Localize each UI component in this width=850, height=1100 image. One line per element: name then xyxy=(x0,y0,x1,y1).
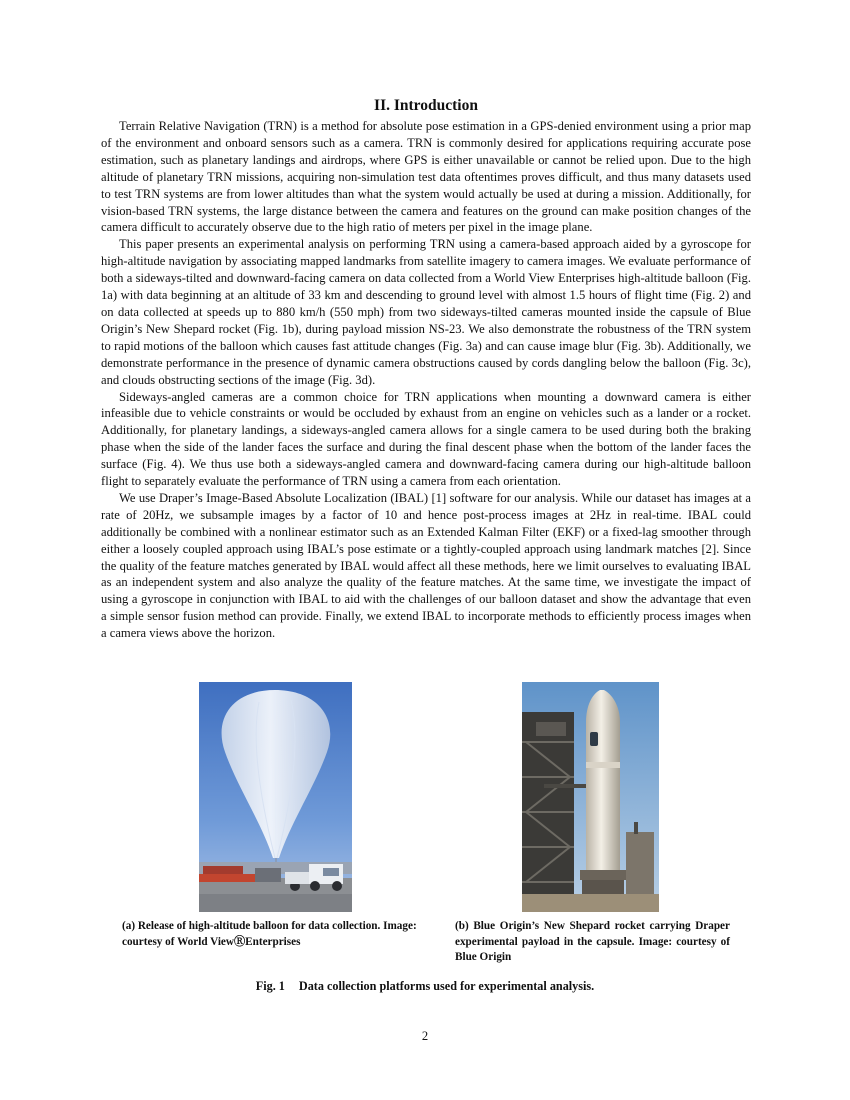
balloon-photo xyxy=(199,682,352,912)
page-number: 2 xyxy=(421,1029,429,1043)
figure-label: Fig. 1 xyxy=(255,979,285,993)
section-title: II. Introduction xyxy=(374,97,478,114)
paragraph-2: This paper presents an experimental analysis on performing TRN using a camera-based approach aided by a gyroscope for high-altitude navigation by associating mapped landmarks from satellite imagery to camera images. We evaluate performance of both a sideways-tilted and downward-facing camera on data collected from a World View Enterprises high-altitude balloon (Fig. 1a) with data beginning at an altitude of 33 km and descending to ground level with almost 1.5 hours of flight time (Fig. 2) and on data collected at speeds up to 880 km/h (550 mph) from two sideways-tilted cameras mounted inside the capsule of Blue Origin’s New Shepard rocket (Fig. 1b), during payload mission NS-23. We also demonstrate the robustness of the TRN system to rapid motions of the balloon which causes fast attitude changes (Fig. 3a) and can cause image blur (Fig. 3b). Additionally, we demonstrate performance in the presence of dynamic camera obstructions caused by cords dangling below the balloon (Fig. 3c), and clouds obstructing sections of the image (Fig. 3d). xyxy=(101,237,751,387)
subfigure-a-caption: (a) Release of high-altitude balloon for data collection. Image: courtesy of World ViewⓇEnterprises xyxy=(122,920,417,948)
paragraph-4: We use Draper’s Image-Based Absolute Localization (IBAL) [1] software for our analysis. While our dataset has images at a rate of 20Hz, we subsample images by a factor of 10 and hence post-process images at 2Hz in real-time. IBAL could additionally be combined with a nonlinear estimator such as an Extended Kalman Filter (EKF) or a fixed-lag smoother through either a loosely coupled approach using IBAL’s pose estimate or a tightly-coupled approach using landmark matches [2]. Since the quality of the feature matches generated by IBAL would affect all these methods, here we limit ourselves to evaluating IBAL as an independent system and also analyze the quality of the feature matches. At the same time, we investigate the impact of using a gyroscope in conjunction with IBAL to aid with the challenges of our balloon dataset and show the advantage that even a simple sensor fusion method can provide. Finally, we extend IBAL to incorporate methods to efficiently process images when a camera views above the horizon. xyxy=(101,490,751,641)
paper-body xyxy=(101,96,751,642)
subfigure-b-caption: (b) Blue Origin’s New Shepard rocket carrying Draper experimental payload in the capsule. Image: courtesy of Blue Origin xyxy=(455,920,730,963)
figure-caption-text: Data collection platforms used for experimental analysis. xyxy=(298,979,595,993)
figure-caption xyxy=(0,979,850,994)
figure-1 xyxy=(0,682,850,982)
rocket-photo xyxy=(522,682,659,912)
paragraph-1: Terrain Relative Navigation (TRN) is a method for absolute pose estimation in a GPS-denied environment using a prior map of the environment and onboard sensors such as a camera. TRN is commonly desired for applications requiring accurate pose estimation, such as planetary landings and airdrops, where GPS is either unavailable or cannot be relied upon. Due to the high altitude of planetary TRN missions, acquiring non-simulation test data oftentimes proves difficult, and thus many datasets used to test TRN systems are from lower altitudes than what the system would actually be used at during a mission. Additionally, for vision-based TRN systems, the large distance between the camera and features on the ground can make position changes of the camera difficult to accurately observe due to the high ratio of meters per pixel in the image plane. xyxy=(101,119,751,235)
paragraph-3: Sideways-angled cameras are a common choice for TRN applications when mounting a downward camera is either infeasible due to vehicle constraints or would be occluded by exhaust from an engine on vehicles such as a lander or a rocket. Additionally, for planetary landings, a sideways-angled camera allows for a single camera to be used during both the braking phase when the side of the lander faces the surface and during the final descent phase when the bottom of the lander faces the surface (Fig. 4). We thus use both a sideways-angled camera and downward-facing camera during our high-altitude balloon flight to separately evaluate the performance of TRN using a camera from each orientation. xyxy=(101,389,751,489)
